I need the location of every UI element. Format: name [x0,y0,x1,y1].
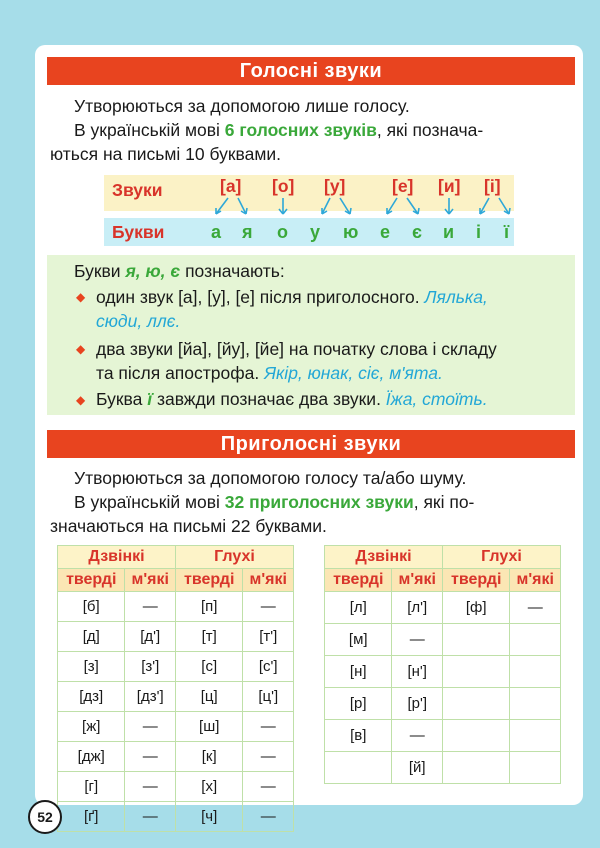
table-cell: — [243,772,294,802]
table-cell: [ж] [58,712,125,742]
header-voiced: Дзвінкі [325,546,443,569]
table-cell: [х] [175,772,242,802]
note-2-line-2 [96,361,443,385]
table-row [58,652,294,682]
table-cell: [ш] [175,712,242,742]
table-cell: — [125,802,176,832]
table-row [58,712,294,742]
table-cell: [с] [175,652,242,682]
letter-a: а [211,222,222,242]
table-cell [510,688,561,720]
consonants-line-2-start: В українській мові [74,492,225,512]
letter-u: у [310,222,321,242]
header-hard: тверді [442,569,509,592]
letter-o: о [277,222,288,242]
sounds-label: Звуки [112,180,163,200]
table-cell: [в] [325,720,392,752]
vowels-line-2-start: В українській мові [74,120,225,140]
table-cell: [г] [58,772,125,802]
letter-ye: є [412,222,422,242]
table-cell: [п] [175,592,242,622]
consonants-table-left [57,545,294,832]
table-cell: [ц] [175,682,242,712]
note-1-example-a: Лялька, [424,287,488,307]
table-cell: — [243,712,294,742]
header-soft: м'які [392,569,443,592]
note-1-example-b: сюди, ллє. [96,311,181,331]
table-cell: [т] [175,622,242,652]
table-cell: — [125,742,176,772]
header-hard: тверді [325,569,392,592]
page-number: 52 [28,800,62,834]
table-row [58,622,294,652]
letter-yi: ї [504,222,510,242]
letter-i: і [476,222,482,242]
table-row [325,624,561,656]
table-cell: — [510,592,561,624]
table-row [58,742,294,772]
consonants-table-right [324,545,561,784]
vowels-count: 6 голосних звуків [224,120,377,140]
table-cell: [дз] [58,682,125,712]
letter-ya: я [242,222,253,242]
vowels-line-3: ються на письмі 10 буквами. [50,144,281,164]
table-row [325,592,561,624]
table-cell: [б] [58,592,125,622]
letter-y: и [443,222,455,242]
consonants-line-2-end: , які по- [413,492,475,512]
bullet-icon: ◆ [76,393,86,407]
table-cell: — [125,772,176,802]
notes-letters: я, ю, є [125,261,181,281]
table-cell: [с'] [243,652,294,682]
sound-i: [і] [484,176,501,196]
consonants-line-3: значаються на письмі 22 буквами. [50,516,327,536]
table-cell [442,624,509,656]
note-1-line-1 [96,285,571,309]
table-cell: [з'] [125,652,176,682]
table-cell: [к] [175,742,242,772]
letter-e: е [380,222,391,242]
sound-e: [е] [392,176,414,196]
table-cell: — [125,592,176,622]
table-cell: — [392,624,443,656]
table-cell: — [243,592,294,622]
table-cell [510,624,561,656]
sound-y: [и] [438,176,461,196]
vowels-line-1: Утворюються за допомогою лише голосу. [74,96,410,116]
table-cell: [м] [325,624,392,656]
header-voiceless: Глухі [442,546,560,569]
header-hard: тверді [58,569,125,592]
sound-u: [у] [324,176,346,196]
bullet-icon: ◆ [76,290,86,304]
table-cell: [д] [58,622,125,652]
table-row [58,592,294,622]
letters-label: Букви [112,222,165,242]
table-row [325,720,561,752]
table-cell: [н'] [392,656,443,688]
note-2-text: та після апострофа. [96,363,265,383]
table-cell: [л] [325,592,392,624]
table-cell [510,720,561,752]
table-cell: [дж] [58,742,125,772]
note-3 [96,387,488,411]
table-cell: — [125,712,176,742]
sound-a: [а] [220,176,242,196]
letter-yu: ю [343,222,359,242]
header-soft: м'які [125,569,176,592]
header-soft: м'які [510,569,561,592]
table-cell: [з] [58,652,125,682]
note-3-text-a: Буква [96,389,148,409]
table-cell: [д'] [125,622,176,652]
header-voiceless: Глухі [175,546,293,569]
consonants-title: Приголосні звуки [47,430,575,458]
table-row [58,802,294,832]
table-cell [442,720,509,752]
bullet-icon: ◆ [76,342,86,356]
notes-intro-end: позначають: [180,261,285,281]
vowels-line-2-end: , які познача- [376,120,484,140]
consonants-line-2 [74,490,474,514]
table-cell: [ґ] [58,802,125,832]
note-2-line-1: два звуки [йа], [йу], [йе] на початку слова і складу [96,339,497,359]
table-cell: [р] [325,688,392,720]
table-cell: [ч] [175,802,242,832]
table-cell [442,656,509,688]
table-cell: [л'] [392,592,443,624]
vowels-title: Голосні звуки [47,57,575,85]
table-cell [442,688,509,720]
note-2-example: Якір, юнак, сіє, м'ята. [264,363,443,383]
note-3-text-b: завжди позначає два звуки. [152,389,386,409]
table-cell: — [243,742,294,772]
table-cell [325,752,392,784]
table-cell [442,752,509,784]
table-cell: — [243,802,294,832]
table-cell: [ф] [442,592,509,624]
note-1-text: один звук [а], [у], [е] після приголосного. [96,287,425,307]
notes-intro [74,259,285,283]
note-3-letter: ї [147,389,153,409]
consonants-count: 32 приголосних звуки [224,492,414,512]
table-row [58,682,294,712]
table-cell: [н] [325,656,392,688]
table-row [58,772,294,802]
sound-o: [о] [272,176,295,196]
note-3-example: Їжа, стоїть. [385,389,488,409]
table-cell [510,656,561,688]
table-cell: [ц'] [243,682,294,712]
table-cell: [й] [392,752,443,784]
table-row [325,656,561,688]
table-cell: [р'] [392,688,443,720]
table-cell [510,752,561,784]
header-voiced: Дзвінкі [58,546,176,569]
table-row [325,752,561,784]
notes-intro-start: Букви [74,261,126,281]
note-1-line-2 [96,309,180,333]
table-row [325,688,561,720]
table-cell: [дз'] [125,682,176,712]
header-soft: м'які [243,569,294,592]
table-cell: — [392,720,443,752]
header-hard: тверді [175,569,242,592]
table-cell: [т'] [243,622,294,652]
consonants-line-1: Утворюються за допомогою голосу та/або шуму. [74,468,467,488]
